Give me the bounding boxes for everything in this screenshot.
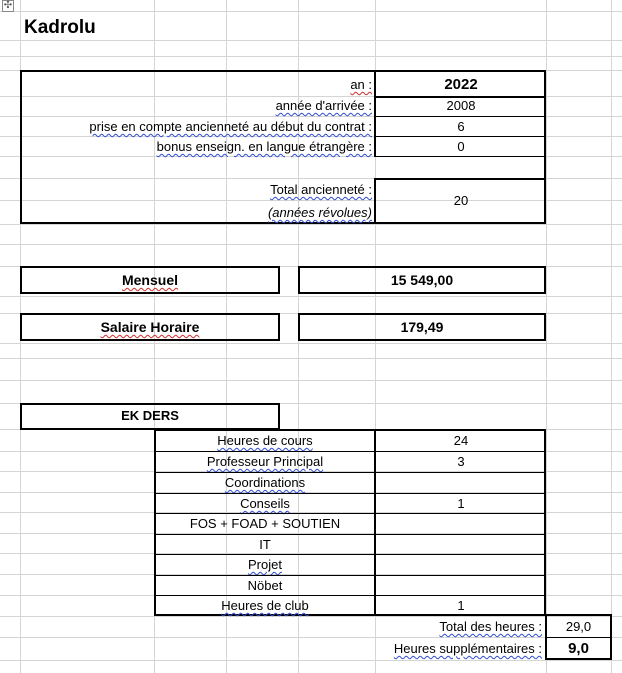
ekders-row-rule xyxy=(154,554,546,555)
totals-rule xyxy=(545,637,612,638)
ekders-row-value[interactable]: 1 xyxy=(457,496,465,511)
total-heures-value: 29,0 xyxy=(565,619,592,634)
ekders-row-rule xyxy=(154,595,546,596)
ekders-row-label: Professeur Principal xyxy=(206,454,324,469)
horaire-value: 179,49 xyxy=(400,319,444,335)
ekders-row-rule xyxy=(154,451,546,452)
total-anciennete-sublabel: (années révolues) xyxy=(267,205,372,220)
parameters-rule xyxy=(374,116,546,117)
ekders-row-label: Heures de club xyxy=(221,598,309,613)
ekders-row-rule xyxy=(154,534,546,535)
prise-value[interactable]: 6 xyxy=(457,119,465,134)
move-anchor-icon[interactable]: ✣ xyxy=(3,0,13,11)
mensuel-label: Mensuel xyxy=(121,272,178,288)
ekders-row-label: Coordinations xyxy=(224,475,306,490)
ekders-row-value[interactable]: 3 xyxy=(457,454,465,469)
ekders-row-value[interactable]: 24 xyxy=(453,433,469,448)
ekders-row-label: Nöbet xyxy=(247,578,283,593)
ekders-row-rule xyxy=(154,575,546,576)
total-anciennete-label: Total ancienneté : xyxy=(270,182,372,197)
ekders-row-label: FOS + FOAD + SOUTIEN xyxy=(189,516,341,531)
an-label: an : xyxy=(350,77,372,92)
sheet-title: Kadrolu xyxy=(24,17,96,38)
bonus-value[interactable]: 0 xyxy=(457,139,465,154)
horaire-label: Salaire Horaire xyxy=(100,319,200,335)
ekders-row-label: Projet xyxy=(248,557,282,572)
ekders-row-rule xyxy=(154,513,546,514)
total-anciennete-value: 20 xyxy=(453,193,469,208)
ekders-header: EK DERS xyxy=(121,408,179,423)
heures-supp-value: 9,0 xyxy=(568,640,589,657)
ekders-row-rule xyxy=(154,472,546,473)
parameters-rule xyxy=(374,156,546,157)
ekders-row-label: Heures de cours xyxy=(217,433,313,448)
ekders-row-label: IT xyxy=(259,537,271,552)
ekders-row-value[interactable]: 1 xyxy=(457,598,465,613)
an-value[interactable]: 2022 xyxy=(444,76,478,93)
bonus-label: bonus enseign. en langue étrangère : xyxy=(156,139,372,154)
parameters-rule xyxy=(374,136,546,137)
arrivee-value[interactable]: 2008 xyxy=(446,98,476,113)
prise-label: prise en compte ancienneté au début du contrat : xyxy=(89,119,372,134)
ekders-row-label: Conseils xyxy=(240,496,290,511)
heures-supp-label: Heures supplémentaires : xyxy=(393,641,542,656)
total-heures-label: Total des heures : xyxy=(439,619,542,634)
mensuel-value: 15 549,00 xyxy=(390,272,454,288)
arrivee-label: année d'arrivée : xyxy=(275,98,372,113)
ekders-row-rule xyxy=(154,493,546,494)
